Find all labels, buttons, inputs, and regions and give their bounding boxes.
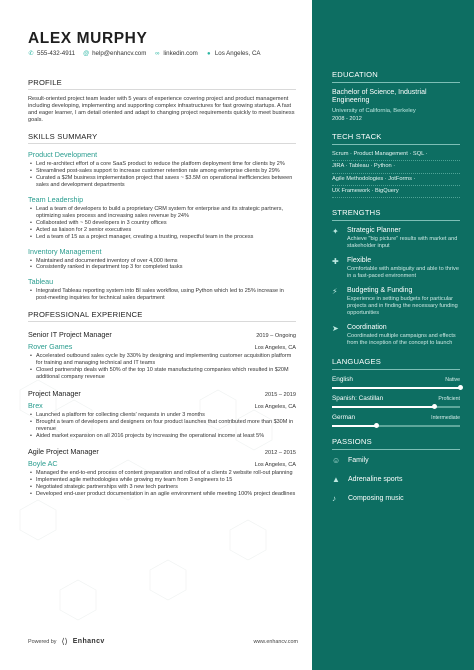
job-company-row [28,401,296,410]
strength-item [332,324,460,347]
tech-stack-section [332,132,460,199]
location-text: Los Angeles, CA [214,50,261,57]
email-icon: @ [83,50,90,57]
strengths-list [332,227,460,347]
language-name: Spanish: Castillan [332,395,384,403]
tech-stack-heading: TECH STACK [332,132,460,145]
contact-row [28,50,296,57]
skill-group-title: Tableau [28,277,54,287]
languages-section [332,357,460,427]
strengths-heading: STRENGTHS [332,208,460,221]
enhancv-logo-icon: ⟨⟩ [61,637,68,646]
skill-group [28,150,296,189]
job-title: Project Manager [28,388,81,398]
job-title: Senior IT Project Manager [28,330,112,340]
skills-list [28,150,296,302]
strength-item [332,257,460,280]
job-company-row [28,342,296,351]
language-item [332,414,460,427]
passions-section [332,437,460,503]
job-bullets [28,412,296,440]
tech-stack-line: JIRA · Tableau · Python · [332,163,460,173]
skill-bullets [28,258,296,272]
location-icon: ● [207,50,211,57]
job-bullet: • Developed end-user product documentation in an agile environment while meeting 100% project deadlines [28,491,296,498]
skill-group [28,277,296,302]
skill-bullet: • Collaborated with ~ 50 developers in 3 country offices [28,220,296,227]
skill-bullet: • Led a team of 15 as a project manager, creating a trusting, respectful team in the process [28,234,296,241]
powered-label: Powered by [28,638,57,645]
job-bullet: • Launched a platform for collecting clients' requests in under 3 months [28,412,296,419]
job-bullet: • Negotiated strategic partnerships with 3 new tech partners [28,484,296,491]
job-bullet: • Closed partnership deals with 50% of the top 10 state manufacturing companies which resulted in $20M additional company revenue [28,367,296,381]
language-name: German [332,414,356,422]
strength-description: Achieve "big picture" results with market and stakeholder input [347,236,458,250]
strength-name: Strategic Planner [347,227,401,235]
proficiency-fill [332,406,434,408]
profile-heading: PROFILE [28,78,296,90]
strength-name: Flexible [347,257,372,265]
phone-text: 555-432-4911 [37,50,76,57]
strength-name: Coordination [347,324,387,332]
passions-heading: PASSIONS [332,437,460,450]
skill-bullet: • Maintained and documented inventory of over 4,000 items [28,258,296,265]
proficiency-knob [458,385,463,390]
tech-stack-list [332,151,460,199]
company-name: Brex [28,400,43,410]
skill-bullet: • Curated a $2M business implementation project that saves ~ $3.5M on operational inefficiencies between sales and development departments [28,175,296,189]
skill-bullet: • Acted as liaison for 2 senior executives [28,227,296,234]
skill-bullet: • Integrated Tableau reporting system into BI sales workflow, using Python which led to 25% increase in post-meeting inquiries for technical sales department [28,288,296,302]
job-location: Los Angeles, CA [254,403,296,410]
proficiency-fill [332,425,377,427]
job-title: Agile Project Manager [28,447,99,457]
proficiency-bar [332,387,460,389]
strength-description: Coordinated multiple campaigns and effects from the inception of the concept to launch [347,333,456,347]
job-dates: 2012 – 2015 [264,450,296,457]
strength-body [347,227,460,250]
skill-group [28,195,296,241]
contact-phone[interactable] [28,50,75,57]
brand-name: Enhancv [72,638,105,645]
sidebar [312,0,474,670]
experience-heading: PROFESSIONAL EXPERIENCE [28,310,296,322]
tech-stack-line: Scrum · Product Management · SQL · [332,151,460,161]
candidate-name: ALEX MURPHY [28,30,148,47]
proficiency-bar [332,406,460,408]
job-bullet: • Managed the end-to-end process of content preparation and rollout of a clients 2 website roll-out planning [28,470,296,477]
job-bullet: • Accelerated outbound sales cycle by 330% by designing and implementing customer acquisition platform for training and managing technical and IT teams [28,353,296,367]
strength-description: Comfortable with ambiguity and able to thrive in a fast-paced environment [347,266,459,280]
passion-name: Adrenaline sports [348,476,403,484]
education-heading: EDUCATION [332,70,460,83]
people-icon: ☺ [332,456,341,466]
school: University of California, Berkeley [332,107,416,114]
lightbulb-icon: ✦ [332,227,339,237]
language-level: Proficient [438,396,460,403]
footer [28,637,298,646]
skill-bullet: • Consistently ranked in department top 3 for completed tasks [28,264,296,271]
job-header [28,389,296,398]
job-bullet: • Brought a team of developers and designers on four product launches that contributed more than $30M in revenue [28,419,296,433]
language-item [332,376,460,389]
proficiency-fill [332,387,460,389]
company-name: Rover Games [28,342,73,352]
job-entry [28,389,296,440]
job-entry [28,330,296,381]
linkedin-text: linkedin.com [163,50,198,57]
skill-bullets [28,206,296,241]
job-location: Los Angeles, CA [254,345,296,352]
proficiency-knob [432,404,437,409]
passion-name: Composing music [348,495,404,503]
languages-heading: LANGUAGES [332,357,460,370]
job-entry [28,447,296,498]
strength-name: Budgeting & Funding [347,287,413,295]
skill-group-title: Team Leadership [28,195,84,204]
language-row [332,395,460,402]
email-text: help@enhancv.com [92,50,147,57]
languages-list [332,376,460,427]
tech-stack-line: UX Framework · BigQuery [332,188,460,198]
tent-icon: ▲ [332,475,340,485]
passion-item [332,475,460,484]
strength-body [347,324,460,347]
degree: Bachelor of Science, Industrial Engineering [332,89,427,105]
education-section [332,70,460,122]
strength-item [332,227,460,250]
skill-bullets [28,288,296,302]
experience-list [28,330,296,498]
skill-bullet: • Lead a team of developers to build a proprietary CRM system for enterprise and its strategic partners, optimizing sales process and increasing sales revenue by 24% [28,206,296,220]
music-icon: ♪ [332,494,336,504]
proficiency-bar [332,425,460,427]
contact-email[interactable] [83,50,146,57]
language-level: Native [445,377,460,384]
job-bullets [28,353,296,381]
pin-icon: ➤ [332,324,339,334]
passions-list [332,456,460,503]
job-header [28,330,296,339]
skill-group [28,247,296,272]
job-location: Los Angeles, CA [254,462,296,469]
strength-item [332,287,460,317]
language-level: Intermediate [431,415,460,422]
strengths-section [332,208,460,347]
job-dates: 2019 – Ongoing [256,333,296,340]
contact-location [206,50,261,57]
phone-icon: ✆ [28,50,34,57]
powered-by [28,637,105,646]
passion-item [332,494,460,503]
tech-stack-line: Agile Methodologies · JotForms · [332,176,460,186]
skill-bullet: • Streamlined post-sales support to increase customer retention rate among enterprise clients by 29% [28,168,296,175]
skill-bullets [28,161,296,189]
job-bullet: • Aided market expansion on all 2016 projects by increasing the operational income at least 5% [28,433,296,440]
link-icon: ∞ [155,50,160,57]
strength-description: Experience in setting budgets for particular projects and in finding the necessary funding opportunities [347,296,458,317]
language-item [332,395,460,408]
contact-linkedin[interactable] [154,50,197,57]
skill-bullet: • Led re-architect effort of a core SaaS product to reduce the platform deployment time for clients by 2% [28,161,296,168]
company-name: Boyle AC [28,459,58,469]
skill-group-title: Product Development [28,150,98,160]
bolt-icon: ⚡ [332,287,338,297]
puzzle-icon: ✚ [332,257,339,267]
skill-group-title: Inventory Management [28,246,102,256]
strength-body [347,287,460,317]
language-row [332,414,460,421]
job-company-row [28,459,296,468]
passion-name: Family [348,457,369,465]
job-dates: 2015 – 2019 [264,391,296,398]
strength-body [347,257,460,280]
proficiency-knob [374,423,379,428]
footer-url[interactable]: www.enhancv.com [253,638,298,645]
profile-text: Result-oriented project team leader with 5 years of experience covering project and product management including developing, implementing and supporting complex infrastructures for fast growing startups. A fast and eager learner, I am detail oriented and adapt to changing project requirements quickly to meet business goals. [28,96,295,124]
education-dates: 2008 - 2012 [332,115,362,122]
language-row [332,376,460,383]
skills-heading: SKILLS SUMMARY [28,132,296,144]
job-bullet: • Implemented agile methodologies while growing my team from 3 engineers to 15 [28,477,296,484]
job-bullets [28,470,296,498]
passion-item [332,456,460,465]
main-column [28,30,296,498]
job-header [28,447,296,456]
language-name: English [332,376,353,384]
